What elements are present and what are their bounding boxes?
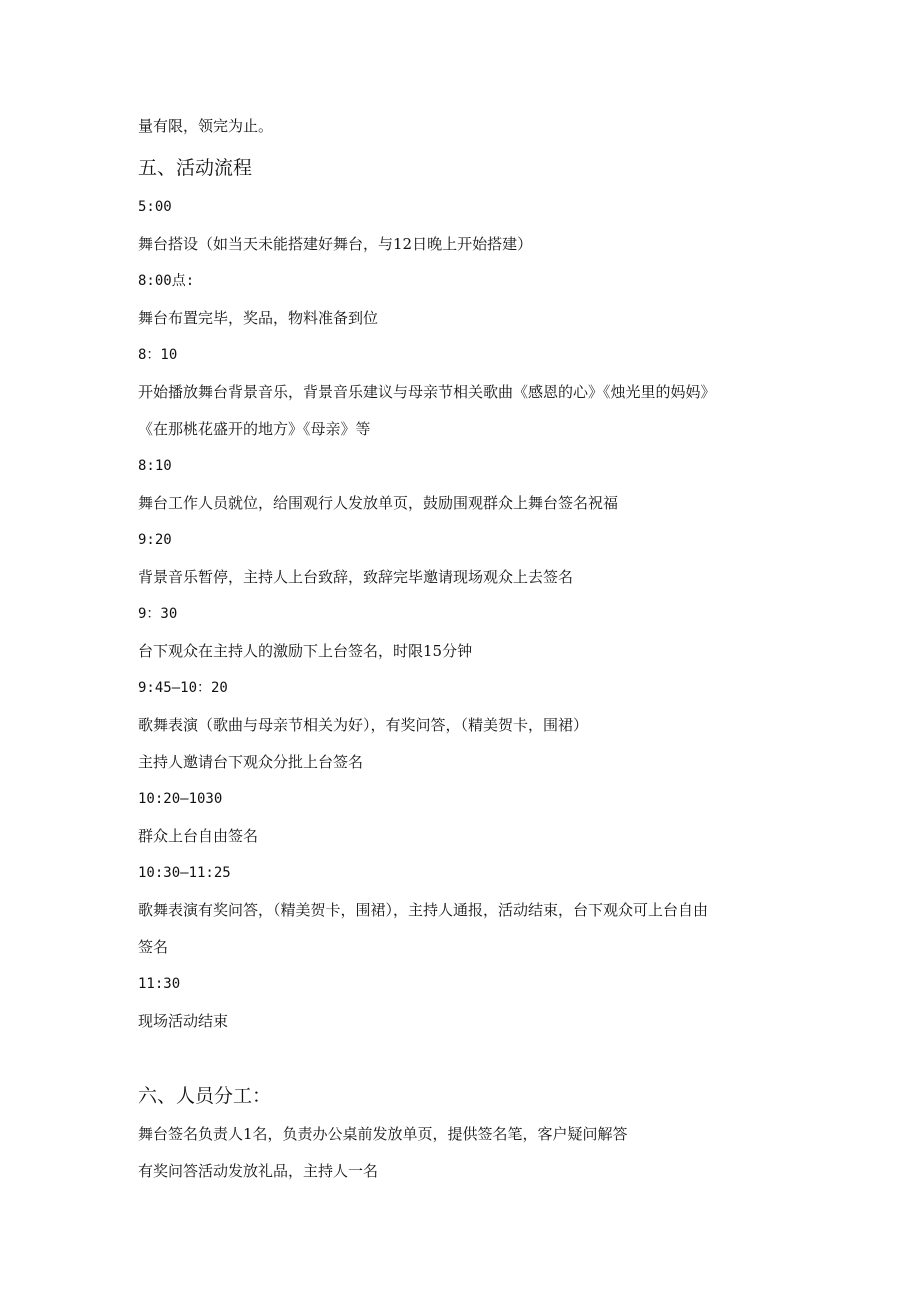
schedule-description: 群众上台自由签名 [138,827,259,845]
schedule-description: 歌舞表演（歌曲与母亲节相关为好），有奖问答，（精美贺卡，围裙） [138,716,589,734]
schedule-description: 《在那桃花盛开的地方》《母亲》等 [138,420,371,438]
schedule-time: 10:30—11:25 [138,865,231,881]
schedule-description: 歌舞表演有奖问答，（精美贺卡，围裙），主持人通报，活动结束，台下观众可上台自由 [138,901,709,919]
schedule-description: 开始播放舞台背景音乐，背景音乐建议与母亲节相关歌曲《感恩的心》《烛光里的妈妈》 [138,383,716,401]
schedule-description: 舞台搭设（如当天未能搭建好舞台，与12日晚上开始搭建） [138,235,533,253]
intro-tail-text: 量有限，领完为止。 [138,117,274,135]
schedule-time: 5:00 [138,199,172,215]
schedule-time: 9:20 [138,532,172,548]
staff-line: 有奖问答活动发放礼品，主持人一名 [138,1162,379,1180]
schedule-description: 舞台工作人员就位，给围观行人发放单页，鼓励围观群众上舞台签名祝福 [138,494,619,512]
schedule-description: 背景音乐暂停，主持人上台致辞，致辞完毕邀请现场观众上去签名 [138,568,574,586]
schedule-time: 9:45—10：20 [138,680,228,696]
schedule-time: 8:10 [138,458,172,474]
schedule-time: 8:00点: [138,273,195,289]
schedule-description: 签名 [138,938,169,956]
schedule-description: 主持人邀请台下观众分批上台签名 [138,753,364,771]
staff-line: 舞台签名负责人1名，负责办公桌前发放单页，提供签名笔，客户疑问解答 [138,1125,628,1143]
schedule-time: 8：10 [138,347,178,363]
section-5-heading: 五、活动流程 [138,157,253,179]
section-6-heading: 六、人员分工： [138,1085,272,1107]
schedule-time: 9：30 [138,606,178,622]
schedule-description: 舞台布置完毕，奖品，物料准备到位 [138,309,379,327]
schedule-description: 台下观众在主持人的激励下上台签名，时限15分钟 [138,642,473,660]
schedule-description: 现场活动结束 [138,1012,229,1030]
schedule-time: 11:30 [138,976,181,992]
schedule-time: 10:20—1030 [138,791,223,807]
